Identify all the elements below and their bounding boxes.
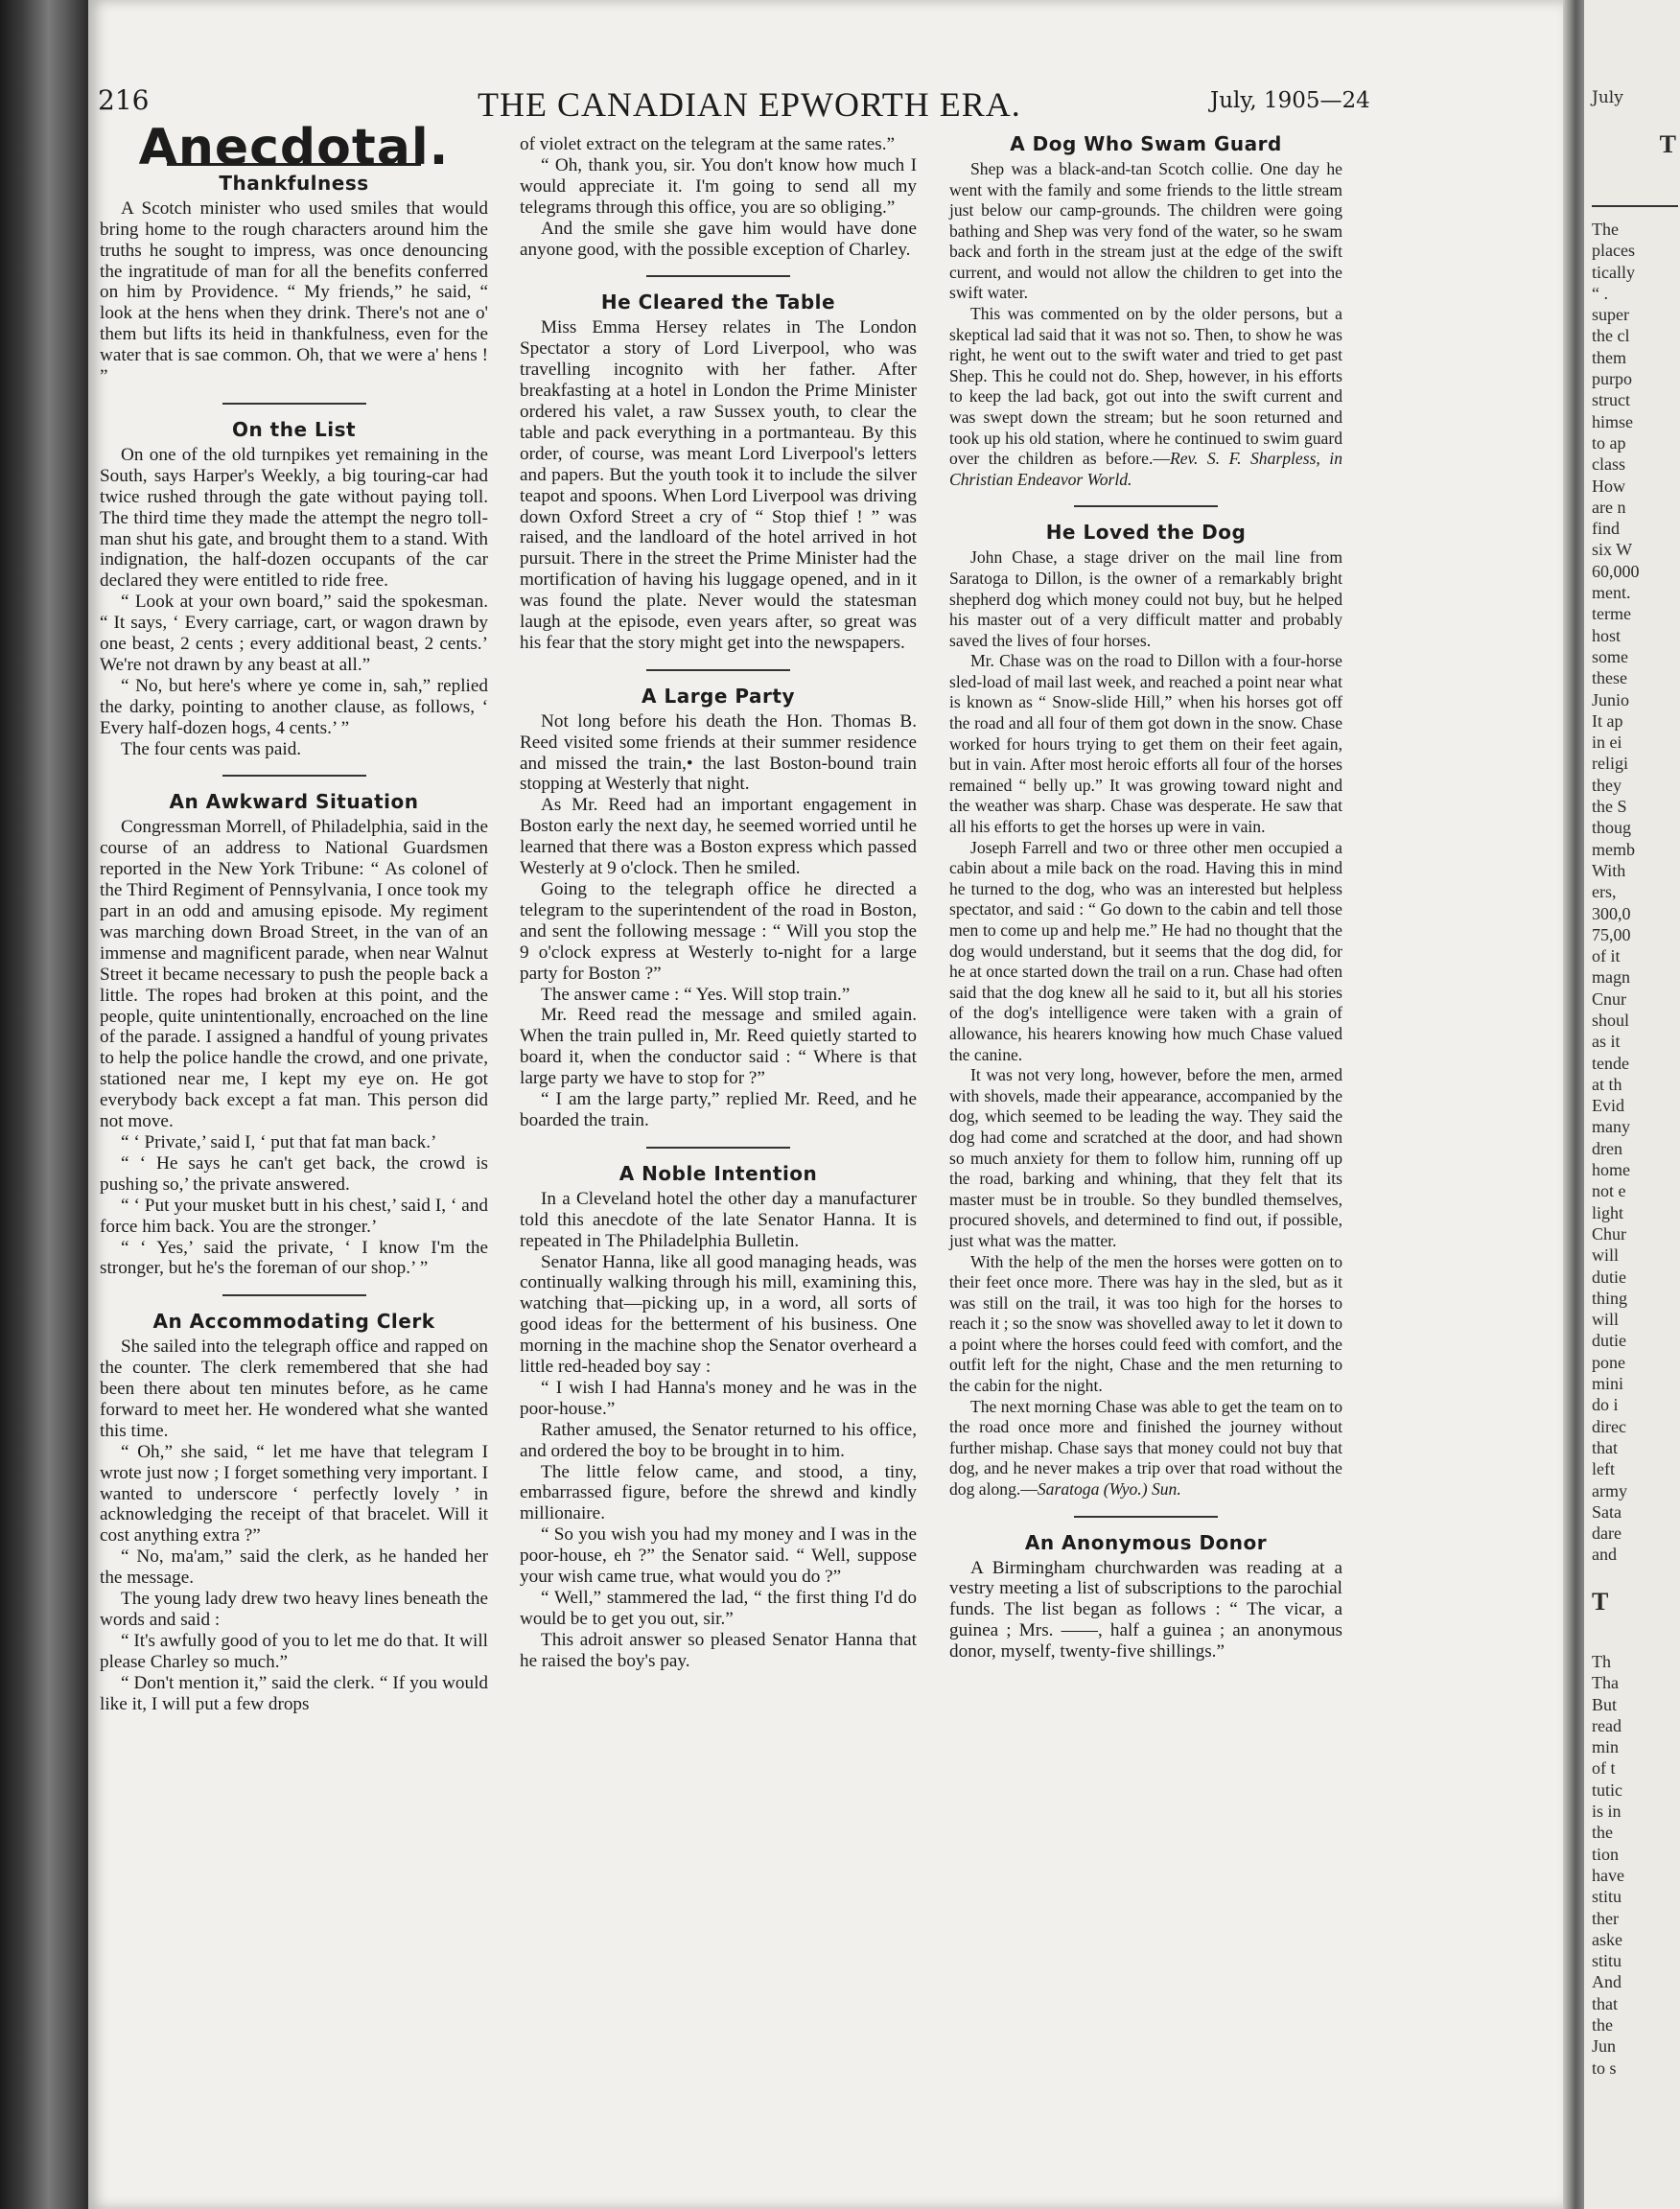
article-paragraph: “ Oh, thank you, sir. You don't know how much I would appreciate it. I'm going to send all my telegrams through this office, you are so obliging.” bbox=[520, 154, 917, 218]
running-title: THE CANADIAN EPWORTH ERA. bbox=[478, 85, 1021, 124]
adjacent-page-line: thing bbox=[1592, 1288, 1628, 1308]
adjacent-page-title: T bbox=[1659, 130, 1676, 158]
adjacent-page-line: ther bbox=[1592, 1908, 1619, 1928]
article-divider bbox=[1074, 1516, 1218, 1518]
article-paragraph: “ No, but here's where ye come in, sah,” replied the darky, pointing to another clause, as follows, ‘ Every half-dozen hogs, 4 cents.’ ” bbox=[100, 675, 488, 738]
article-paragraph: “ ‘ Put your musket butt in his chest,’ said I, ‘ and force him back. You are the stronger.’ bbox=[100, 1195, 488, 1237]
adjacent-page-line: How bbox=[1592, 476, 1625, 496]
adjacent-page-line: tende bbox=[1592, 1053, 1629, 1073]
adjacent-page-line: these bbox=[1592, 668, 1627, 688]
adjacent-page-line: “ . bbox=[1592, 283, 1608, 303]
adjacent-page-line: find bbox=[1592, 519, 1620, 539]
book-binding bbox=[0, 0, 88, 2209]
adjacent-page-line: It ap bbox=[1592, 710, 1623, 731]
article-divider bbox=[222, 403, 366, 405]
article-paragraph: Shep was a black-and-tan Scotch collie. One day he went with the family and some friends to the little stream just below our camp-grounds. The children were going bathing and Shep was very fond of the water, so he swam back and forth in the stream just at the edge of the swift current, and would not allow the children to get into the swift water. bbox=[949, 158, 1342, 303]
adjacent-page-text bbox=[1592, 219, 1680, 1566]
article-paragraph: In a Cleveland hotel the other day a manufacturer told this anecdote of the late Senator Hanna. It is repeated in The Philadelphia Bulletin. bbox=[520, 1188, 917, 1251]
article-paragraph: “ Look at your own board,” said the spokesman. “ It says, ‘ Every carriage, cart, or wagon drawn by one beast, 2 cents ; every additional beast, 2 cents.’ We're not drawn by any beast at all.” bbox=[100, 592, 488, 675]
headline-dog-who-swam-guard: A Dog Who Swam Guard bbox=[1010, 132, 1282, 155]
article-paragraph: The four cents was paid. bbox=[121, 738, 302, 759]
adjacent-page-line: class bbox=[1592, 454, 1625, 475]
adjacent-page-line: tutic bbox=[1592, 1779, 1622, 1800]
adjacent-page-header: July bbox=[1592, 88, 1623, 107]
adjacent-page-line: With bbox=[1592, 860, 1626, 880]
adjacent-page-line: home bbox=[1592, 1160, 1630, 1180]
article-divider bbox=[222, 1294, 366, 1296]
adjacent-page-line: are n bbox=[1592, 497, 1626, 517]
adjacent-page-line: 60,000 bbox=[1592, 561, 1640, 581]
article-paragraph: Mr. Chase was on the road to Dillon with a four-horse sled-load of mail last week, and reached a point near what is known as “ Snow-slide Hill,” when his horses got off the road and all four of them got down in the snow. Chase worked for hours trying to get them on their feet again, but in vain. After most heroic efforts all four of the horses remained “ belly up.” It was growing toward night and the weather was sharp. Chase was desperate. He saw that all his efforts to get the horses up were in vain. bbox=[949, 651, 1342, 837]
headline-large-party: A Large Party bbox=[642, 684, 795, 708]
adjacent-page-line: Chur bbox=[1592, 1223, 1626, 1244]
adjacent-page-line: left bbox=[1592, 1459, 1615, 1479]
article-paragraph: Rather amused, the Senator returned to his office, and ordered the boy to be brought in to him. bbox=[520, 1419, 917, 1461]
column-1 bbox=[100, 119, 488, 1715]
adjacent-page-line: that bbox=[1592, 1437, 1618, 1457]
article-paragraph: of violet extract on the telegram at the same rates.” bbox=[520, 134, 896, 154]
adjacent-page-line: dutie bbox=[1592, 1267, 1626, 1287]
article-paragraph: “ ‘ He says he can't get back, the crowd is pushing so,’ the private answered. bbox=[100, 1152, 488, 1195]
adjacent-page-line: at th bbox=[1592, 1074, 1622, 1094]
adjacent-page-line: terme bbox=[1592, 604, 1631, 624]
article-attribution: Rev. S. F. Sharpless, in Christian Endeavor World. bbox=[949, 449, 1342, 489]
adjacent-page-line: min bbox=[1592, 1737, 1620, 1757]
adjacent-page-line: and bbox=[1592, 1545, 1617, 1565]
adjacent-page-line: Tha bbox=[1592, 1673, 1619, 1693]
adjacent-page-line: And bbox=[1592, 1972, 1622, 1992]
adjacent-page-line: some bbox=[1592, 646, 1628, 666]
adjacent-page-line: the bbox=[1592, 2015, 1613, 2035]
page-number: 216 bbox=[98, 84, 150, 116]
adjacent-page-rule bbox=[1592, 205, 1678, 207]
column-3 bbox=[949, 134, 1342, 1663]
article-paragraph: “ I wish I had Hanna's money and he was in the poor-house.” bbox=[520, 1377, 917, 1419]
adjacent-page-line: army bbox=[1592, 1480, 1627, 1500]
adjacent-page-line: Jun bbox=[1592, 2036, 1617, 2057]
headline-noble-intention: A Noble Intention bbox=[618, 1161, 818, 1185]
article-paragraph: On one of the old turnpikes yet remaining in the South, says Harper's Weekly, a big touring-car had twice rushed through the gate without paying toll. The third time they made the attempt the negro toll-man shut his gate, and brought them to a stand. With indignation, the half-dozen occupants of the car declared they were entitled to ride free. bbox=[100, 444, 488, 592]
headline-on-the-list: On the List bbox=[231, 417, 357, 441]
adjacent-page-line: is in bbox=[1592, 1802, 1622, 1822]
page-gutter bbox=[1563, 0, 1584, 2209]
adjacent-page-line: dren bbox=[1592, 1138, 1622, 1158]
article-paragraph: “ Oh,” she said, “ let me have that telegram I wrote just now ; I forget something very important. I wanted to underscore ‘ perfectly lovely ’ in acknowledging the receipt of that bracelet. Will it cost anything extra ?” bbox=[100, 1441, 488, 1546]
article-paragraph: “ Well,” stammered the lad, “ the first thing I'd do would be to get you out, sir.” bbox=[520, 1588, 917, 1629]
article-paragraph: “ No, ma'am,” said the clerk, as he handed her the message. bbox=[100, 1546, 488, 1589]
article-paragraph: She sailed into the telegraph office and rapped on the counter. The clerk remembered that she had been there about ten minutes before, as he came forward to meet her. He wondered what she wanted this time. bbox=[100, 1337, 488, 1441]
article-paragraph: Miss Emma Hersey relates in The London Spectator a story of Lord Liverpool, who was travelling incognito with her father. After breakfasting at a hotel in London the Prime Minister ordered his valet, a raw Sussex youth, to clear the table and pack everything in a portmanteau. By this order, of course, was meant Lord Liverpool's letters and papers. But the youth took it to include the silver teapot and spoons. When Lord Liverpool was driving down Oxford Street a cry of “ Stop thief ! ” was raised, and the landloard of the hotel arrived in hot pursuit. There in the street the Prime Minister had the mortification of having his luggage opened, and in it was found the plate. Never would the statesman laugh at the episode, even years after, so great was his fear that the story might get into the newspapers. bbox=[520, 317, 917, 653]
adjacent-page-line: thoug bbox=[1592, 818, 1632, 838]
adjacent-page-line: tically bbox=[1592, 262, 1635, 282]
adjacent-page-line: the S bbox=[1592, 797, 1627, 817]
adjacent-page-line: do i bbox=[1592, 1395, 1619, 1415]
article-paragraph: The next morning Chase was able to get the team on to the road once more and finished the journey without further mishap. Chase says that money could not buy that dog, and he never makes a trip over that road without the dog along.—Saratoga (Wyo.) Sun. bbox=[949, 1396, 1342, 1500]
adjacent-page-line: shoul bbox=[1592, 1010, 1630, 1030]
adjacent-page-line: of t bbox=[1592, 1758, 1616, 1779]
adjacent-page-line: ment. bbox=[1592, 583, 1631, 603]
adjacent-page-line: will bbox=[1592, 1310, 1620, 1330]
article-attribution: Saratoga (Wyo.) Sun. bbox=[1037, 1479, 1181, 1500]
adjacent-page-line: purpo bbox=[1592, 369, 1632, 389]
article-paragraph: With the help of the men the horses were gotten on to their feet once more. There was hay in the sled, but as it was still on the trail, it was too high for the horses to reach it ; so the snow was shovelled away to let it down to a point where the horses could feed with comfort, and the outfit left for the night, Chase and the men returning to the cabin for the night. bbox=[949, 1251, 1342, 1396]
adjacent-page-line: have bbox=[1592, 1865, 1624, 1885]
adjacent-page-line: stitu bbox=[1592, 1887, 1622, 1907]
article-paragraph: A Birmingham churchwarden was reading at a vestry meeting a list of subscriptions to the parochial funds. The list began as follows : “ The vicar, a guinea ; Mrs. ——, half a guinea ; an anonymous donor, myself, twenty-five shillings.” bbox=[949, 1557, 1342, 1663]
headline-he-loved-the-dog: He Loved the Dog bbox=[1045, 521, 1247, 545]
article-paragraph: John Chase, a stage driver on the mail line from Saratoga to Dillon, is the owner of a remarkably bright shepherd dog which money could not buy, but he helped his master out of a very difficult matter and probably saved the lives of four horses. bbox=[949, 547, 1342, 650]
article-paragraph: This was commented on by the older persons, but a skeptical lad said that it was not so. Then, to show he was right, he went out to the swift water and tried to get past Shep. This he could not do. Shep, however, in his efforts to keep the lad back, got out into the swift current and was swept down the stream; but he soon returned and took up his old station, where he continued to swim guard over the children as before.—Rev. S. F. Sharpless, in Christian Endeavor World. bbox=[949, 304, 1342, 489]
adjacent-page-line: the bbox=[1592, 1823, 1613, 1843]
adjacent-page-line: mini bbox=[1592, 1374, 1624, 1394]
adjacent-page-line: The bbox=[1592, 220, 1619, 239]
column-2 bbox=[520, 134, 917, 1672]
headline-anonymous-donor: An Anonymous Donor bbox=[1024, 1530, 1268, 1554]
adjacent-page-line: to s bbox=[1592, 2058, 1617, 2078]
article-paragraph: Mr. Reed read the message and smiled again. When the train pulled in, Mr. Reed quietly started to board it, when the conductor said : “ Where is that large party we have to stop for ?” bbox=[520, 1005, 917, 1089]
adjacent-page-line: memb bbox=[1592, 839, 1635, 859]
article-paragraph: “ So you wish you had my money and I was in the poor-house, eh ?” the Senator said. “ Well, suppose your wish came true, what would you do ?” bbox=[520, 1524, 917, 1588]
article-divider bbox=[646, 669, 790, 671]
adjacent-page-line: of it bbox=[1592, 946, 1621, 966]
adjacent-page-line: many bbox=[1592, 1117, 1630, 1137]
adjacent-page-line: will bbox=[1592, 1245, 1620, 1266]
adjacent-page-line: six W bbox=[1592, 540, 1633, 560]
adjacent-page-line: as it bbox=[1592, 1032, 1621, 1052]
adjacent-page-line: that bbox=[1592, 1993, 1618, 2013]
article-paragraph: “ Don't mention it,” said the clerk. “ If you would like it, I will put a few drops bbox=[100, 1672, 488, 1714]
article-divider bbox=[222, 775, 366, 777]
adjacent-page-line: the cl bbox=[1592, 326, 1630, 346]
adjacent-page-line: stitu bbox=[1592, 1951, 1622, 1971]
headline-accommodating-clerk: An Accommodating Clerk bbox=[152, 1310, 435, 1334]
adjacent-page-line: super bbox=[1592, 305, 1629, 325]
adjacent-page-line: religi bbox=[1592, 754, 1628, 774]
adjacent-page-line: aske bbox=[1592, 1929, 1622, 1949]
adjacent-page-line: host bbox=[1592, 625, 1622, 645]
adjacent-page-line: 300,0 bbox=[1592, 903, 1631, 923]
adjacent-page-line: light bbox=[1592, 1202, 1624, 1222]
adjacent-page-line: 75,00 bbox=[1592, 924, 1631, 944]
article-paragraph: “ ‘ Yes,’ said the private, ‘ I know I'm the stronger, but he's the foreman of our shop.’ ” bbox=[100, 1237, 488, 1279]
article-paragraph: This adroit answer so pleased Senator Hanna that he raised the boy's pay. bbox=[520, 1629, 917, 1671]
article-divider bbox=[646, 275, 790, 277]
issue-date: July, 1905—24 bbox=[1210, 88, 1370, 113]
article-paragraph: “ I am the large party,” replied Mr. Reed, and he boarded the train. bbox=[520, 1089, 917, 1130]
article-paragraph: Not long before his death the Hon. Thomas B. Reed visited some friends at their summer residence and missed the train,• the last Boston-bound train stopping at Westerly that night. bbox=[520, 710, 917, 795]
adjacent-page-line: pone bbox=[1592, 1352, 1625, 1372]
article-paragraph: The little felow came, and stood, a tiny, embarrassed figure, before the shrewd and kindly millionaire. bbox=[520, 1461, 917, 1524]
adjacent-page-line: places bbox=[1592, 241, 1635, 261]
article-divider bbox=[646, 1147, 790, 1149]
article-paragraph: The answer came : “ Yes. Will stop train.” bbox=[541, 984, 851, 1005]
adjacent-page-line: they bbox=[1592, 775, 1622, 795]
article-divider bbox=[1074, 505, 1218, 507]
adjacent-page-line: to ap bbox=[1592, 432, 1626, 453]
section-title: Anecdotal. bbox=[138, 119, 450, 176]
adjacent-page-line: Evid bbox=[1592, 1096, 1624, 1116]
adjacent-page-line: But bbox=[1592, 1694, 1618, 1714]
article-paragraph: Senator Hanna, like all good managing heads, was continually walking through his mill, examining this, watching that—picking up, in a word, all sorts of good ideas for the betterment of his business. One morning in the machine shop the Senator overheard a little red-headed boy say : bbox=[520, 1251, 917, 1378]
adjacent-page-line: read bbox=[1592, 1715, 1622, 1735]
article-paragraph: As Mr. Reed had an important engagement in Boston early the next day, he seemed worried until he learned that there was a Boston express which passed Westerly at 9 o'clock. Then he smiled. bbox=[520, 795, 917, 879]
article-paragraph: Congressman Morrell, of Philadelphia, said in the course of an address to National Guardsmen reported in the New York Tribune: “ As colonel of the Third Regiment of Pennsylvania, I once took my part in an odd and amusing episode. My regiment was marching down Broad Street, in the van of an immense and magnificent parade, when near Walnut Street it became necessary to push the people back a little. The ropes had broken at this point, and the people, quite unintentionally, encroached on the line of the parade. I assigned a handful of young privates to help the police handle the crowd, and one private, stationed near me, I kept my eye on. He got everybody back except a fat man. This person did not move. bbox=[100, 817, 488, 1132]
adjacent-page-line: them bbox=[1592, 347, 1626, 367]
adjacent-page-line: direc bbox=[1592, 1416, 1626, 1436]
article-paragraph: The young lady drew two heavy lines beneath the words and said : bbox=[100, 1589, 488, 1630]
adjacent-page-line: tion bbox=[1592, 1844, 1620, 1864]
article-paragraph: Going to the telegraph office he directed a telegram to the superintendent of the road in Boston, and sent the following message : “ Will you stop the 9 o'clock express at Westerly to-night for a large party for Boston ?” bbox=[520, 879, 917, 984]
adjacent-page-line: magn bbox=[1592, 967, 1630, 988]
adjacent-page-line: Th bbox=[1592, 1652, 1611, 1671]
adjacent-page-line: ers, bbox=[1592, 882, 1617, 902]
adjacent-page bbox=[1584, 0, 1680, 2209]
adjacent-page-line: struct bbox=[1592, 390, 1630, 410]
adjacent-page-line: dare bbox=[1592, 1523, 1622, 1544]
adjacent-page-heading: T bbox=[1592, 1588, 1609, 1616]
headline-awkward-situation: An Awkward Situation bbox=[169, 790, 419, 814]
article-paragraph: A Scotch minister who used smiles that would bring home to the rough characters around him the truths he sought to impress, was once denouncing the ingratitude of man for all the benefits conferred on him by Providence. “ My friends,” he said, “ look at the hens when they drink. There's not ane o' them but lifts its heid in thankfulness, even for the water that is sae common. Oh, that we were a' hens ! ” bbox=[100, 198, 488, 387]
adjacent-page-line: in ei bbox=[1592, 732, 1622, 753]
article-paragraph: “ It's awfully good of you to let me do that. It will please Charley so much.” bbox=[100, 1630, 488, 1672]
article-paragraph: “ ‘ Private,’ said I, ‘ put that fat man back.’ bbox=[121, 1131, 437, 1152]
adjacent-page-line: Sata bbox=[1592, 1501, 1622, 1522]
adjacent-page-line: dutie bbox=[1592, 1331, 1626, 1351]
headline-thankfulness: Thankfulness bbox=[219, 171, 369, 195]
article-paragraph: Joseph Farrell and two or three other men occupied a cabin about a mile back on the road. Having this in mind he turned to the dog, who was an interested but helpless spectator, and said : “ Go down to the cabin and tell those men to come up and help me.” He had no thought that the dog would understand, but it seems that the dog did, for he at once started down the trail on a run. Chase had often said that the dog knew all he said to it, but all his stories of the dog's intelligence were taken with a grain of allowance, his hearers knowing how much Chase valued the canine. bbox=[949, 837, 1342, 1064]
adjacent-page-line: Junio bbox=[1592, 689, 1630, 709]
adjacent-page-line: not e bbox=[1592, 1181, 1626, 1201]
adjacent-page-line: himse bbox=[1592, 411, 1633, 431]
adjacent-page-line: Cnur bbox=[1592, 988, 1626, 1009]
article-paragraph: It was not very long, however, before the men, armed with shovels, made their appearance, accompanied by the dog, which seemed to be leading the way. They said the dog had come and scratched at the door, and had shown so much anxiety for them to follow him, running off up the road, barking and whining, that they felt that its master must be in trouble. So they bundled themselves, procured shovels, and determined to find out, if possible, just what was the matter. bbox=[949, 1065, 1342, 1250]
headline-cleared-the-table: He Cleared the Table bbox=[600, 291, 836, 314]
article-paragraph: And the smile she gave him would have done anyone good, with the possible exception of Charley. bbox=[520, 218, 917, 260]
adjacent-page-text-lower bbox=[1592, 1651, 1680, 2079]
